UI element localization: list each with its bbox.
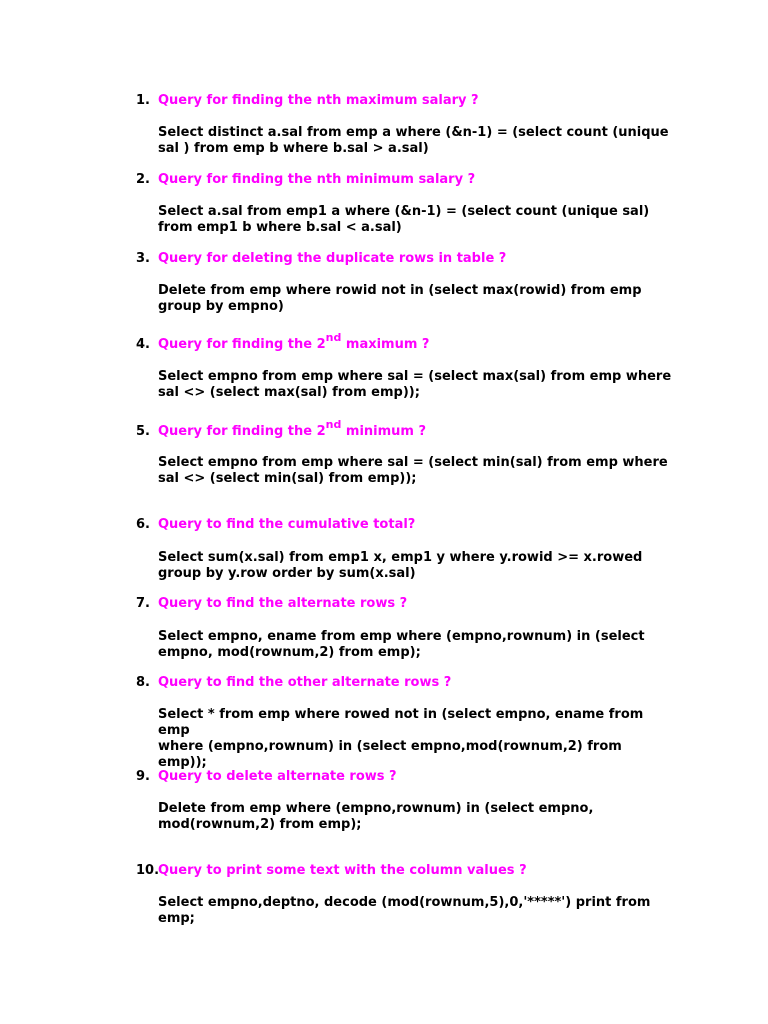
question-text: Query to delete alternate rows ?	[158, 769, 397, 784]
answer-line: Select a.sal from emp1 a where (&n-1) = (select count (unique sal)	[158, 204, 650, 219]
ordinal-suffix: nd	[325, 418, 342, 431]
answer-line: Select * from emp where rowed not in (select empno, ename from emp	[158, 707, 644, 738]
answer-line: sal ) from emp b where b.sal > a.sal)	[158, 141, 429, 156]
item-number: 1.	[136, 93, 150, 108]
question-text-pre: Query for finding the 2	[158, 424, 326, 439]
item-number: 9.	[136, 769, 150, 784]
item-number: 7.	[136, 596, 150, 611]
answer-text	[158, 629, 678, 661]
question-text-post: minimum ?	[341, 424, 427, 439]
answer-line: sal <> (select max(sal) from emp));	[158, 385, 420, 400]
answer-line: emp));	[158, 755, 207, 770]
question-text-post: maximum ?	[341, 337, 430, 352]
question-text: Query for deleting the duplicate rows in table ?	[158, 251, 507, 266]
answer-line: mod(rownum,2) from emp);	[158, 817, 362, 832]
answer-line: sal <> (select min(sal) from emp));	[158, 471, 417, 486]
question-text: Query to print some text with the column values ?	[158, 863, 527, 878]
question-text: Query to find the alternate rows ?	[158, 596, 408, 611]
answer-text	[158, 801, 678, 833]
answer-text	[158, 369, 678, 401]
item-number: 2.	[136, 172, 150, 187]
answer-line: Select distinct a.sal from emp a where (&n-1) = (select count (unique	[158, 125, 669, 140]
answer-line: from emp1 b where b.sal < a.sal)	[158, 220, 402, 235]
answer-line: Select empno,deptno, decode (mod(rownum,5),0,'*****') print from	[158, 895, 651, 910]
answer-line: where (empno,rownum) in (select empno,mod(rownum,2) from	[158, 739, 622, 754]
answer-line: Select empno, ename from emp where (empno,rownum) in (select	[158, 629, 645, 644]
item-number: 5.	[136, 424, 150, 439]
answer-text	[158, 455, 678, 487]
question-text: Query for finding the nth minimum salary ?	[158, 172, 476, 187]
answer-text	[158, 707, 678, 771]
answer-text	[158, 550, 678, 582]
item-number: 10.	[136, 863, 160, 878]
answer-line: empno, mod(rownum,2) from emp);	[158, 645, 421, 660]
answer-line: Select empno from emp where sal = (select max(sal) from emp where	[158, 369, 672, 384]
item-number: 4.	[136, 337, 150, 352]
answer-text	[158, 204, 678, 236]
answer-line: Delete from emp where rowid not in (select max(rowid) from emp	[158, 283, 642, 298]
item-number: 8.	[136, 675, 150, 690]
question-text	[158, 331, 430, 353]
answer-line: Select sum(x.sal) from emp1 x, emp1 y where y.rowid >= x.rowed	[158, 550, 643, 565]
answer-text	[158, 125, 678, 157]
answer-line: emp;	[158, 911, 195, 926]
ordinal-suffix: nd	[325, 331, 342, 344]
answer-line: group by y.row order by sum(x.sal)	[158, 566, 416, 581]
item-number: 6.	[136, 517, 150, 532]
item-number: 3.	[136, 251, 150, 266]
question-text: Query for finding the nth maximum salary ?	[158, 93, 479, 108]
question-text: Query to find the other alternate rows ?	[158, 675, 452, 690]
question-text	[158, 418, 427, 440]
answer-line: Select empno from emp where sal = (select min(sal) from emp where	[158, 455, 668, 470]
question-text-pre: Query for finding the 2	[158, 337, 326, 352]
answer-text	[158, 895, 678, 927]
answer-line: group by empno)	[158, 299, 284, 314]
question-text: Query to find the cumulative total?	[158, 517, 416, 532]
answer-line: Delete from emp where (empno,rownum) in (select empno,	[158, 801, 594, 816]
answer-text	[158, 283, 678, 315]
